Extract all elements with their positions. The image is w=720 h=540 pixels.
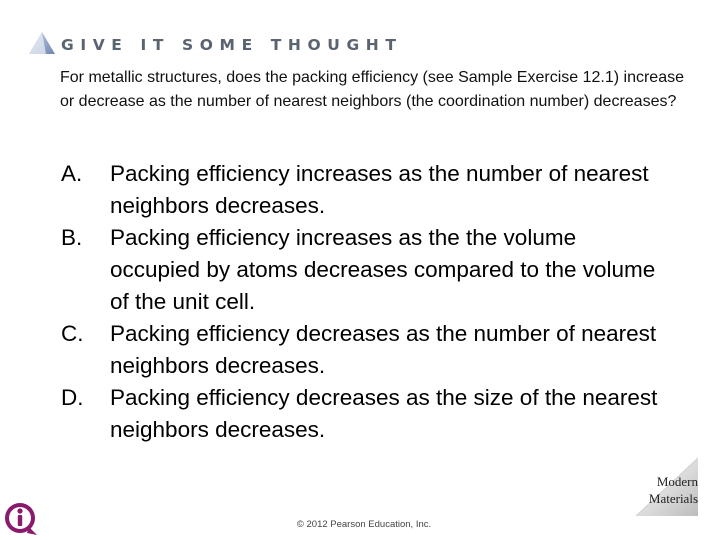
chapter-corner-badge <box>632 456 700 518</box>
choice-letter: A. <box>61 161 83 186</box>
choice-text: Packing efficiency increases as the the volume occupied by atoms decreases compared to the volume of the unit cell. <box>110 225 656 314</box>
question-text: For metallic structures, does the packing efficiency (see Sample Exercise 12.1) increase or decrease as the number of nearest neighbors (the coordination number) decreases? <box>60 69 684 110</box>
choice-letter: B. <box>61 225 83 250</box>
corner-label-line2: Materials <box>648 491 698 506</box>
corner-label-line1: Modern <box>656 474 698 489</box>
choice-text: Packing efficiency decreases as the number of nearest neighbors decreases. <box>110 321 657 378</box>
choice-letter: C. <box>61 321 84 346</box>
triangle-icon <box>28 30 58 56</box>
answer-choices <box>0 158 720 446</box>
copyright-footer: © 2012 Pearson Education, Inc. <box>296 519 432 530</box>
choice-letter: D. <box>61 385 84 410</box>
section-header <box>28 30 488 62</box>
choice-b <box>0 222 720 318</box>
choice-d <box>0 382 720 446</box>
corner-label <box>649 473 698 507</box>
choice-a <box>0 158 720 222</box>
choice-text: Packing efficiency increases as the number of nearest neighbors decreases. <box>110 161 649 218</box>
choice-c <box>0 318 720 382</box>
header-title: GIVE IT SOME THOUGHT <box>61 36 403 54</box>
choice-text: Packing efficiency decreases as the size of the nearest neighbors decreases. <box>110 385 658 442</box>
